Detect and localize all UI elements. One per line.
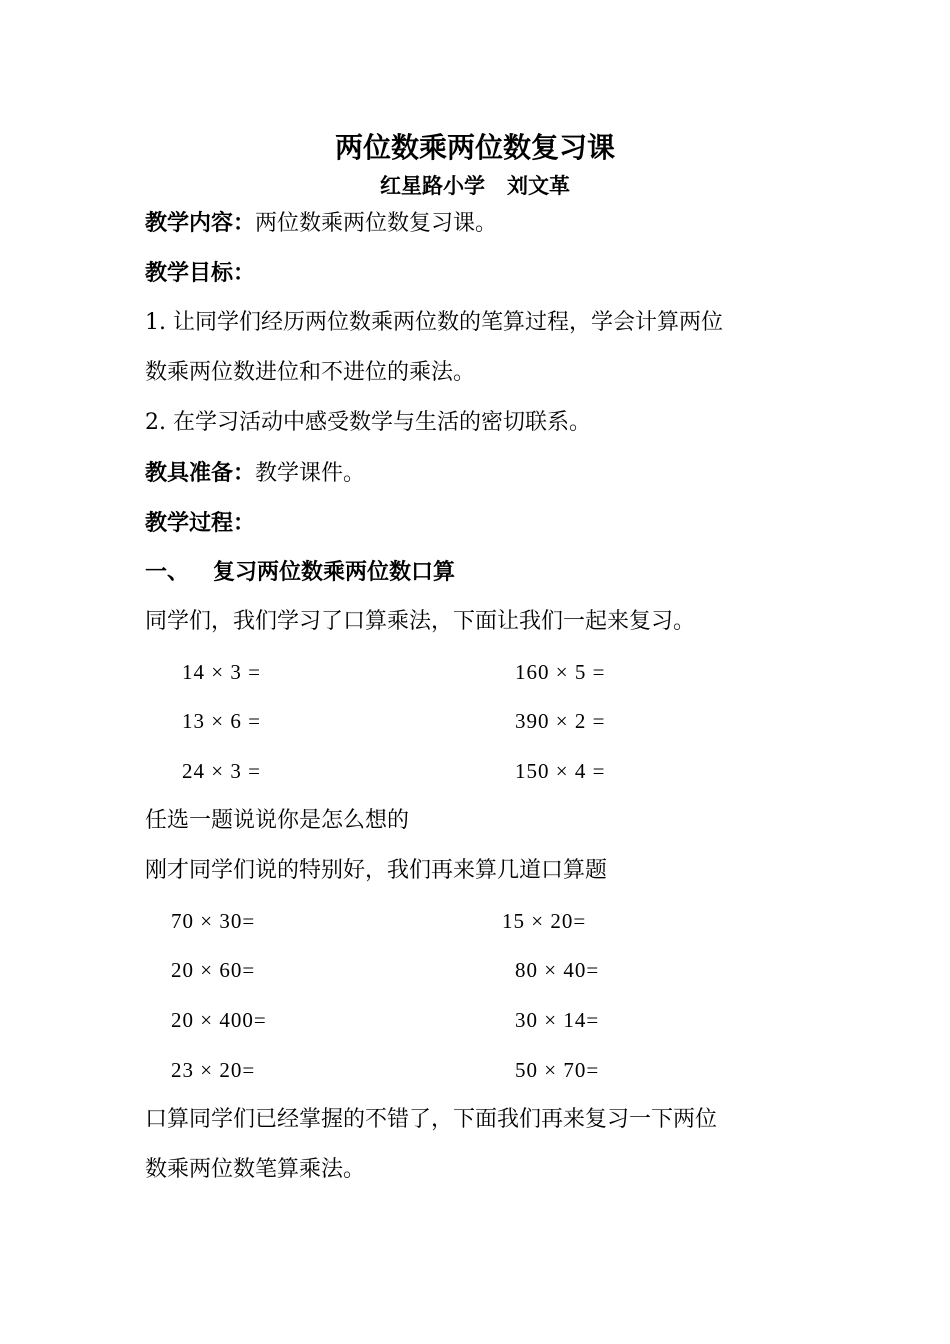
equation: 15 × 20= xyxy=(502,909,587,933)
equation: 80 × 40= xyxy=(515,958,600,982)
equation: 24 × 3 = xyxy=(182,759,261,783)
equation: 14 × 3 = xyxy=(182,660,261,684)
closing-line-1: 口算同学们已经掌握的不错了，下面我们再来复习一下两位 xyxy=(145,1107,718,1132)
goal-1-line-2: 数乘两位数进位和不进位的乘法。 xyxy=(145,360,476,385)
prompt-1: 任选一题说说你是怎么想的 xyxy=(145,808,410,833)
equation: 20 × 60= xyxy=(171,958,256,982)
teaching-tools-label: 教具准备： xyxy=(145,460,256,486)
teaching-tools-text: 教学课件。 xyxy=(255,461,366,486)
equation: 20 × 400= xyxy=(171,1008,267,1032)
intro-text: 同学们，我们学习了口算乘法，下面让我们一起来复习。 xyxy=(145,609,696,634)
equation: 70 × 30= xyxy=(171,909,256,933)
teaching-process-label: 教学过程： xyxy=(145,510,256,536)
prompt-2: 刚才同学们说的特别好，我们再来算几道口算题 xyxy=(145,858,608,883)
teaching-content-label: 教学内容： xyxy=(145,210,256,236)
teaching-goals-label: 教学目标： xyxy=(145,260,256,286)
equation: 50 × 70= xyxy=(515,1058,600,1082)
goal-1-line-1: 1. 让同学们经历两位数乘两位数的笔算过程，学会计算两位 xyxy=(145,310,723,335)
page-title: 两位数乘两位数复习课 xyxy=(334,131,615,164)
equation: 13 × 6 = xyxy=(182,709,261,733)
equation: 30 × 14= xyxy=(515,1008,600,1032)
section-1-heading xyxy=(145,557,455,588)
section-1-number: 一、 xyxy=(145,559,190,585)
equation: 150 × 4 = xyxy=(515,759,606,783)
author-line: 红星路小学 刘文革 xyxy=(380,174,570,198)
goal-2: 2. 在学习活动中感受数学与生活的密切联系。 xyxy=(145,410,591,435)
teaching-content-row xyxy=(145,208,497,239)
equation: 160 × 5 = xyxy=(515,660,606,684)
teaching-tools-row xyxy=(145,458,365,489)
equation: 390 × 2 = xyxy=(515,709,606,733)
teaching-content-text: 两位数乘两位数复习课。 xyxy=(255,211,498,236)
section-1-title: 复习两位数乘两位数口算 xyxy=(213,559,456,585)
closing-line-2: 数乘两位数笔算乘法。 xyxy=(145,1157,366,1182)
equation: 23 × 20= xyxy=(171,1058,256,1082)
